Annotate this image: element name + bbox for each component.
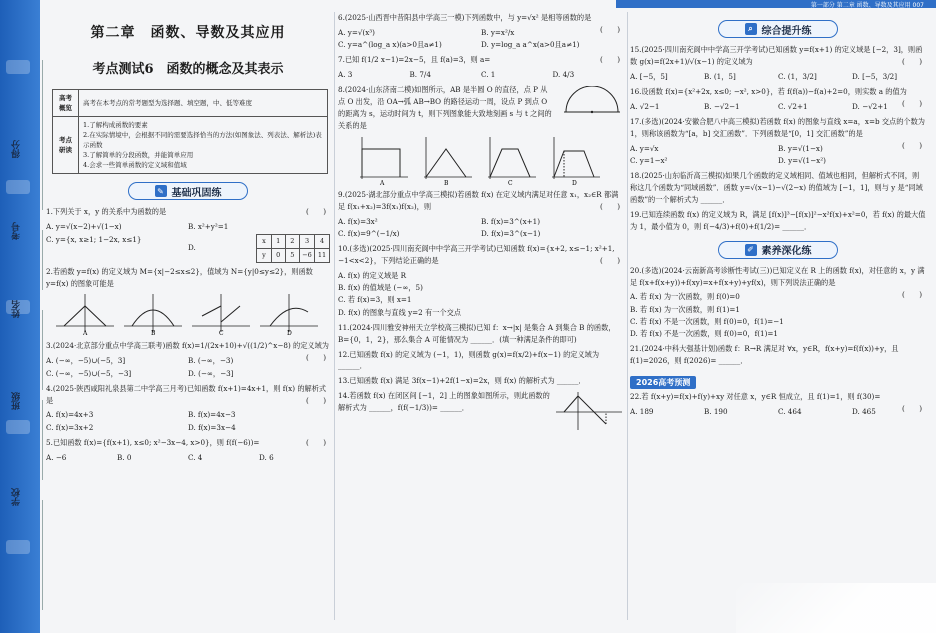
column-right <box>630 12 926 624</box>
option-a: A. −6 <box>46 452 67 462</box>
answer-paren: ( ) <box>600 256 620 266</box>
answer-paren: ( ) <box>306 353 326 363</box>
question-16-options <box>630 101 926 113</box>
question-8 <box>338 84 624 132</box>
graph-d <box>258 292 320 336</box>
option-d: D. f(x)=3^(x−1) <box>481 228 541 238</box>
graph-8b <box>420 135 474 185</box>
option-c: C. y={x, x≥1; 1−2x, x≤1} <box>46 234 142 244</box>
option-d: D. f(x)=3x−4 <box>188 422 236 432</box>
option-d: D. 4/3 <box>552 70 575 80</box>
chapter-title: 第二章 函数、导数及其应用 <box>90 25 286 41</box>
banner-label: 综合提升练 <box>761 25 812 37</box>
question-text: 7.已知 f(1/2 x−1)=2x−5，且 f(a)=3，则 a= <box>338 55 491 65</box>
option-d: D. y=√(1−x²) <box>778 156 826 166</box>
semicircle-figure <box>560 86 624 116</box>
option-b: B. y=x²/x <box>481 27 515 37</box>
study-text: 1.了解构成函数的要素 2.在实际情境中，会根据不同的需要选择恰当的方法(如图象法、列表法、解析法)表示函数 3.了解简单的分段函数，并能简单应用 4.会求一些简单函数的定义域和值域 <box>79 117 328 174</box>
option-a: A. 3 <box>338 70 353 80</box>
option-d: D. 465 <box>852 407 876 416</box>
question-9-options <box>338 216 624 240</box>
overview-head: 高考概览 <box>53 90 79 117</box>
binding-label-score: 得分 <box>12 140 22 158</box>
question-5-options <box>46 452 330 464</box>
column-middle <box>338 12 624 624</box>
graph-8d <box>548 135 602 185</box>
question-text: 21.(2024·中科大强基计划)函数 f：R→R 满足对 ∀x，y∈R，f(x+y)=f(f(x))+y，且 f(1)=2026，则 f(2026)= ______． <box>630 344 899 366</box>
magnifier-icon: ⌕ <box>745 23 757 35</box>
option-b: B. −√2−1 <box>704 101 740 111</box>
question-text: 12.已知函数 f(x) 的定义域为 (−1，1)，则函数 g(x)=f(x/2)+f(x−1) 的定义域为 ______． <box>338 349 600 371</box>
question-text: 5.已知函数 f(x)={f(x+1), x≤0; x²−3x−4, x>0}，则 f(f(−6))= <box>46 437 260 447</box>
question-text: 14.若函数 f(x) 在闭区间 [−1，2] 上的图象如图所示，则此函数的解析式为 ______，f(f(−1/3))= ______． <box>338 391 550 413</box>
option-a: A. (−∞，−5)∪(−5，3] <box>46 356 126 366</box>
question-8-graphs <box>356 135 624 185</box>
option-c: C. f(x)=9^(−1/x) <box>338 228 400 238</box>
question-11 <box>338 322 624 346</box>
question-12 <box>338 349 624 373</box>
option-c: C. y=1−x² <box>630 156 668 166</box>
question-text: 13.已知函数 f(x) 满足 3f(x−1)+2f(1−x)=2x，则 f(x) 的解析式为 ______． <box>338 376 586 386</box>
section-banner-basic <box>128 182 248 200</box>
graph-8a-label: A <box>380 179 385 185</box>
question-6-options <box>338 27 624 51</box>
option-b: B. y=√(1−x) <box>778 143 823 153</box>
graph-a <box>54 292 116 336</box>
question-9 <box>338 189 624 213</box>
test-subtitle: 考点测试6 函数的概念及其表示 <box>92 62 284 77</box>
graph-d-label: D <box>287 330 292 337</box>
answer-paren: ( ) <box>902 289 922 299</box>
question-1-options <box>46 221 330 262</box>
graph-c-label: C <box>219 330 224 337</box>
option-c: C. 4 <box>188 452 203 462</box>
answer-paren: ( ) <box>600 25 620 34</box>
option-d-table: x 1 2 3 4 y 0 5 −6 11 <box>256 234 330 263</box>
column-left <box>46 12 330 624</box>
graph-c <box>190 292 252 336</box>
section-banner-comprehensive <box>718 20 838 38</box>
option-d <box>188 234 330 263</box>
paperclip-icon: ✐ <box>745 244 757 256</box>
option-b: B. f(x) 的值域是 (−∞，5) <box>338 283 423 293</box>
question-text: 20.(多选)(2024·云南新高考诊断性考试(三))已知定义在 R 上的函数 f(x)，对任意的 x，y 满足 f(x+f(x+y))+f(xy)=x+f(x+y)+yf(x)，则下列说法正确的是 <box>630 265 925 287</box>
question-14 <box>338 390 624 414</box>
option-a: A. y=√(x³) <box>338 27 375 37</box>
question-19 <box>630 209 926 233</box>
question-4 <box>46 383 330 407</box>
question-13 <box>338 375 624 387</box>
graph-8c <box>484 135 538 185</box>
graph-8b-label: B <box>444 179 449 185</box>
option-b: B. f(x)=4x−3 <box>188 410 236 420</box>
answer-paren: ( ) <box>600 55 620 65</box>
question-text: 16.设函数 f(x)={x²+2x, x≤0; −x², x>0}，若 f(f(a))−f(a)+2=0，则实数 a 的值为 <box>630 86 907 96</box>
overview-table <box>52 89 328 174</box>
option-b: B. (1，5] <box>704 71 736 81</box>
option-c: C. f(x)=3x+2 <box>46 422 94 432</box>
question-text: 8.(2024·山东济南二模)如图所示，AB 是半圆 O 的直径，点 P 从点 O 出发，沿 OA→弧 AB→BO 的路径运动一周，设点 P 到点 O 的距离为 s，运动时间为 t，则下列图象能大致地刻画 s 与 t 之间的关系的是 <box>338 85 552 131</box>
answer-paren: ( ) <box>902 141 922 151</box>
option-a: A. 189 <box>630 407 654 416</box>
question-text: 1.下列关于 x，y 的关系中为函数的是 <box>46 207 167 217</box>
answer-paren: ( ) <box>306 207 326 217</box>
option-c: C. √2+1 <box>778 101 808 111</box>
prediction-tag: 2026高考预测 <box>630 376 696 389</box>
question-1 <box>46 206 330 218</box>
option-d: D. f(x) 的图象与直线 y=2 有一个交点 <box>338 307 461 317</box>
answer-paren: ( ) <box>902 98 922 108</box>
question-text: 17.(多选)(2024·安徽合肥八中高三模拟)若函数 f(x) 的图象与直线 x=a，x=b 交点的个数为 1，则称该函数为“[a，b] 交汇函数”．下列函数是“[0，1] 交汇函数”的是 <box>630 117 925 138</box>
question-2 <box>46 266 330 290</box>
question-18 <box>630 170 926 206</box>
option-d: D. 6 <box>259 452 274 462</box>
question-text: 11.(2024·四川雅安神州天立学校高三模拟)已知 f：x→|x| 是集合 A 到集合 B 的函数，B={0，1，2}，那么集合 A 可能情况为 ______．(填一种满足条件的即可) <box>338 322 616 344</box>
option-d: D. 若 f(x) 不是一次函数，则 f(0)=0，f(1)=1 <box>630 329 779 339</box>
option-a: A. f(x)=4x+3 <box>46 410 94 420</box>
answer-paren: ( ) <box>902 404 922 414</box>
option-b: B. 190 <box>704 407 728 416</box>
option-b: B. 7/4 <box>409 70 431 80</box>
question-20-options <box>630 291 926 340</box>
section-banner-literacy <box>718 241 838 259</box>
answer-paren: ( ) <box>306 437 326 447</box>
option-c: C. 若 f(x)=3，则 x=1 <box>338 295 412 305</box>
option-b: B. (−∞，−3) <box>188 356 234 366</box>
option-c: C. 1 <box>481 70 496 80</box>
option-c: C. y=a^(log_a x)(a>0且a≠1) <box>338 40 442 50</box>
question-text: 2.若函数 y=f(x) 的定义域为 M={x|−2≤x≤2}，值域为 N={y|0≤y≤2}，则函数 y=f(x) 的图象可能是 <box>46 266 313 288</box>
study-head: 考点研读 <box>53 117 79 174</box>
option-a: A. f(x)=3x² <box>338 216 378 226</box>
banner-label: 基础巩固练 <box>171 187 222 199</box>
binding-label-name: 姓名 <box>12 300 22 318</box>
question-5 <box>46 437 330 449</box>
option-a: A. [−5，5] <box>630 71 668 81</box>
question-text: 3.(2024·北京部分重点中学高三联考)函数 f(x)=1/(2x+10)+√((1/2)^x−8) 的定义域为 <box>46 341 329 351</box>
question-3-options <box>46 355 330 379</box>
answer-paren: ( ) <box>306 395 326 405</box>
graph-8d-label: D <box>572 179 577 185</box>
graph-8c-label: C <box>508 179 513 185</box>
graph-b <box>122 292 184 336</box>
pencil-icon: ✎ <box>155 185 167 197</box>
option-a: A. 若 f(x) 为一次函数，则 f(0)=0 <box>630 292 740 302</box>
overview-text: 高考在本考点的常考题型为选择题、填空题，中、低等难度 <box>79 90 328 117</box>
question-text: 19.已知连续函数 f(x) 的定义域为 R，满足 [f(x)]³−[f(x)]²−x²f(x)+x²=0，若 f(x) 的最大值为 1，最小值为 0，则 f(−4/3)+f(0)+f(1/2)= ______． <box>630 209 926 231</box>
option-a: A. √2−1 <box>630 101 660 111</box>
question-7-options <box>338 69 624 81</box>
binding-label-school: 学校 <box>12 488 22 506</box>
option-c: C. (−∞，−5)∪(−5，−3] <box>46 368 132 378</box>
option-b: B. 0 <box>117 452 132 462</box>
page-fade-overlay <box>736 583 936 633</box>
question-22-options <box>630 406 926 418</box>
header-text: 第一部分 第二章 函数、导数及其应用 007 <box>810 2 924 9</box>
option-b: B. x²+y²=1 <box>188 222 229 232</box>
question-7 <box>338 54 624 66</box>
option-d: D. (−∞，−3] <box>188 368 234 378</box>
answer-paren: ( ) <box>600 201 620 211</box>
option-d-label: D. <box>188 242 196 252</box>
option-b: B. 若 f(x) 为一次函数，则 f(1)=1 <box>630 304 740 314</box>
graph-b-label: B <box>151 330 156 337</box>
question-text: 15.(2025·四川南充阆中中学高三开学考试)已知函数 y=f(x+1) 的定义域是 [−2，3]，则函数 g(x)=f(2x+1)/√(x−1) 的定义域为 <box>630 45 923 66</box>
option-d: D. −√2+1 <box>852 101 888 111</box>
binding-label-class: 班级 <box>12 392 22 410</box>
question-text: 4.(2025·陕西咸阳礼泉县第二中学高三月考)已知函数 f(x+1)=4x+1，则 f(x) 的解析式是 <box>46 383 327 405</box>
option-b: B. f(x)=3^(x+1) <box>481 216 541 226</box>
graph-a-label: A <box>83 330 88 337</box>
question-15 <box>630 44 926 68</box>
option-c: C. 464 <box>778 407 802 416</box>
question-21 <box>630 343 926 367</box>
piecewise-graph <box>554 390 624 432</box>
binding-label-exam-number: 考号 <box>12 222 22 240</box>
question-text: 10.(多选)(2025·四川南充阆中中学高三开学考试)已知函数 f(x)={x+2, x≤−1; x²+1, −1<x<2}，下列结论正确的是 <box>338 244 615 266</box>
question-4-options <box>46 409 330 433</box>
question-text: 9.(2025·湖北部分重点中学高三模拟)若函数 f(x) 在定义域内满足对任意 x₁，x₂∈R 都满足 f(x₁+x₂)=3f(x₁)f(x₂)，则 <box>338 189 619 211</box>
option-d: D. [−5，3/2] <box>852 71 898 81</box>
question-17-options <box>630 143 926 167</box>
banner-label: 素养深化练 <box>761 246 812 258</box>
question-2-graphs <box>54 292 330 336</box>
question-15-options <box>630 71 926 83</box>
question-text: 22.若 f(x+y)=f(x)+f(y)+xy 对任意 x，y∈R 恒成立，且 f(1)=1，则 f(30)= <box>630 392 881 402</box>
graph-8a <box>356 135 410 185</box>
question-text: 6.(2025·山西晋中昔阳县中学高三一模)下列函数中，与 y=√x² 是相等函数的是 <box>338 13 592 22</box>
option-d: D. y=log_a a^x(a>0且a≠1) <box>481 40 580 50</box>
question-text: 18.(2025·山东临沂高三模拟)如果几个函数的定义域相同、值域也相同，但解析式不同，则称这几个函数为“同域函数”．函数 y=√(x−1)−√(2−x) 的值域为 [−1，1]，则与 y 是“同域函数”的一个解析式为 ______． <box>630 171 923 205</box>
answer-paren: ( ) <box>902 57 922 66</box>
option-a: A. y=√(x−2)+√(1−x) <box>46 222 122 232</box>
question-10 <box>338 243 624 267</box>
option-a: A. y=√x <box>630 143 659 153</box>
question-10-options <box>338 270 624 319</box>
option-c: C. 若 f(x) 不是一次函数，则 f(0)=0，f(1)=−1 <box>630 316 784 326</box>
option-a: A. f(x) 的定义域是 R <box>338 270 407 280</box>
option-c: C. (1，3/2] <box>778 71 817 81</box>
